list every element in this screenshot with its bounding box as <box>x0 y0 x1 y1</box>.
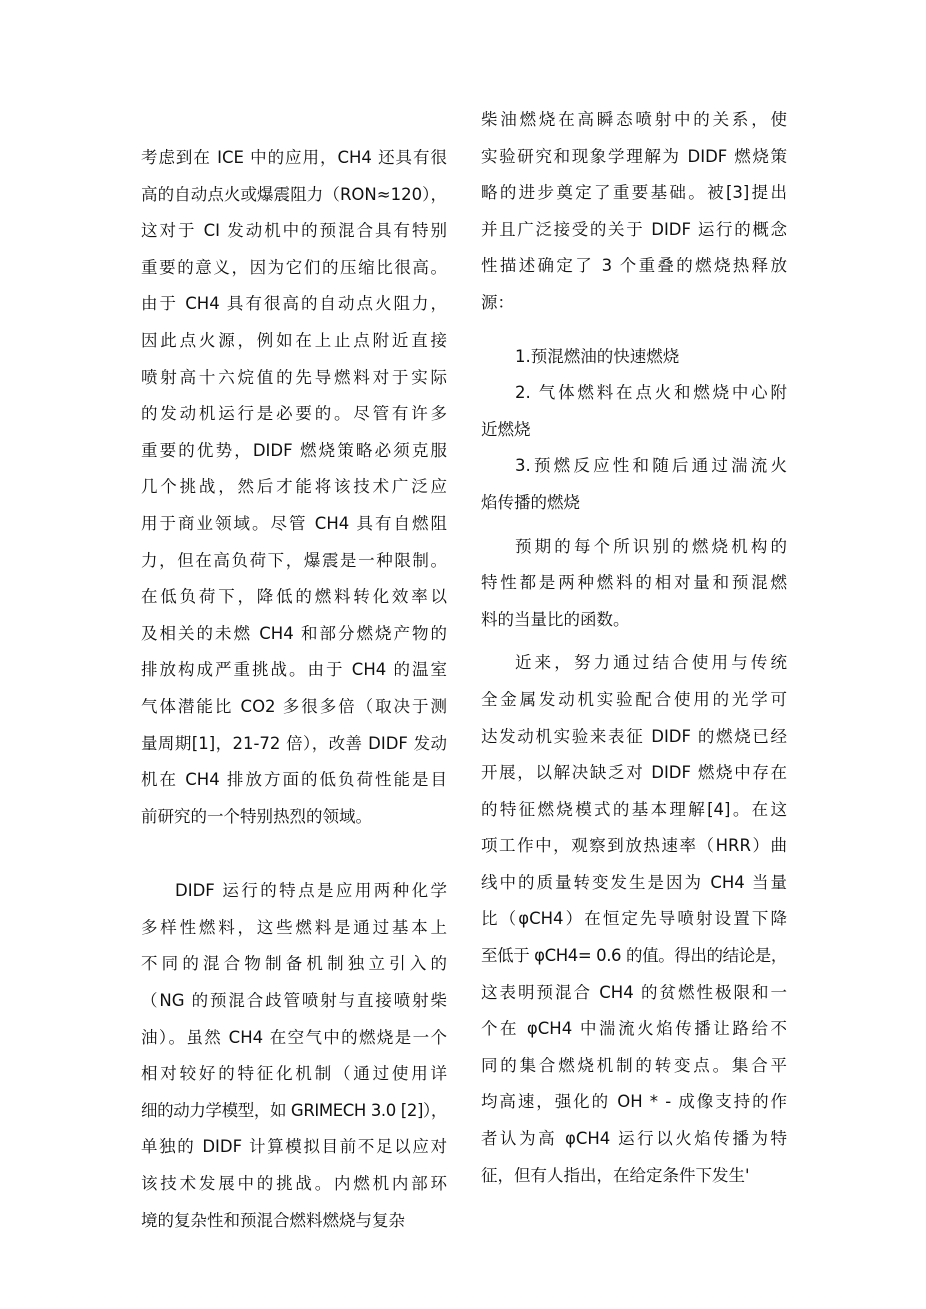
text-line: 2. 气体燃料在点火和燃烧中心附 <box>515 383 787 403</box>
text-line: （NG 的预混合歧管喷射与直接喷射柴 <box>141 991 447 1011</box>
text-line: 至低于 φCH4= 0.6 的值。得出的结论是， <box>481 946 787 966</box>
text-line: 并且广泛接受的关于 DIDF 运行的概念 <box>481 219 787 239</box>
text-line: 这对于 CI 发动机中的预混合具有特别 <box>141 221 447 241</box>
text-line: 量周期[1]，21-72 倍），改善 DIDF 发动 <box>141 733 447 753</box>
list-item <box>481 375 787 448</box>
text-line: 项工作中，观察到放热速率（HRR）曲 <box>481 836 787 856</box>
paragraph <box>141 873 447 1239</box>
text-line: 用于商业领域。尽管 CH4 具有自燃阻 <box>141 513 447 533</box>
text-line: 由于 CH4 具有很高的自动点火阻力， <box>141 294 447 314</box>
text-line: 源： <box>481 292 514 312</box>
text-line: 3.预燃反应性和随后通过湍流火 <box>515 456 787 476</box>
text-line: 机在 CH4 排放方面的低负荷性能是目 <box>141 770 447 790</box>
text-line: 重要的意义，因为它们的压缩比很高。 <box>141 257 447 277</box>
text-line: 排放构成严重挑战。由于 CH4 的温室 <box>141 660 447 680</box>
text-line: 境的复杂性和预混合燃料燃烧与复杂 <box>141 1210 405 1230</box>
paragraph <box>481 645 787 1194</box>
text-line: 油）。虽然 CH4 在空气中的燃烧是一个 <box>141 1027 447 1047</box>
text-line: 细的动力学模型，如 GRIMECH 3.0 [2]）， <box>141 1100 447 1120</box>
text-line: 考虑到在 ICE 中的应用，CH4 还具有很 <box>141 148 447 167</box>
left-column <box>141 140 447 1239</box>
text-line: 特性都是两种燃料的相对量和预混燃 <box>481 573 787 593</box>
text-line: 个在 φCH4 中湍流火焰传播让路给不 <box>481 1019 787 1039</box>
text-line: 线中的质量转变发生是因为 CH4 当量 <box>481 872 787 892</box>
text-line: 的特征燃烧模式的基本理解[4]。在这 <box>481 799 787 819</box>
text-line: 近燃烧 <box>481 419 531 439</box>
text-line: 因此点火源，例如在上止点附近直接 <box>141 330 447 350</box>
text-line: 这表明预混合 CH4 的贫燃性极限和一 <box>481 982 787 1002</box>
text-line: 比（φCH4）在恒定先导喷射设置下降 <box>481 909 787 929</box>
text-line: 该技术发展中的挑战。内燃机内部环 <box>141 1174 447 1194</box>
text-line: 几个挑战，然后才能将该技术广泛应 <box>141 477 447 497</box>
text-line: 全金属发动机实验配合使用的光学可 <box>481 689 787 709</box>
text-line: 略的进步奠定了重要基础。被[3]提出 <box>481 183 787 203</box>
text-line: 焰传播的燃烧 <box>481 492 580 512</box>
text-line: 开展，以解决缺乏对 DIDF 燃烧中存在 <box>481 763 787 783</box>
text-line: 预期的每个所识别的燃烧机构的 <box>515 536 787 556</box>
text-line: 相对较好的特征化机制（通过使用详 <box>141 1064 447 1084</box>
text-line: 达发动机实验来表征 DIDF 的燃烧已经 <box>481 726 787 746</box>
text-line: 同的集合燃烧机制的转变点。集合平 <box>481 1055 787 1075</box>
text-line: DIDF 运行的特点是应用两种化学 <box>175 881 447 901</box>
text-line: 高的自动点火或爆震阻力（RON≈120）， <box>141 184 447 204</box>
text-line: 近来，努力通过结合使用与传统 <box>515 653 787 673</box>
paragraph <box>481 102 787 322</box>
text-line: 实验研究和现象学理解为 DIDF 燃烧策 <box>481 146 787 166</box>
list-item <box>481 448 787 521</box>
text-line: 性描述确定了 3 个重叠的燃烧热释放 <box>481 256 787 276</box>
text-line: 料的当量比的函数。 <box>481 609 630 629</box>
text-line: 在低负荷下，降低的燃料转化效率以 <box>141 587 447 607</box>
text-line: 不同的混合物制备机制独立引入的 <box>141 954 447 974</box>
text-line: 均高速，强化的 OH * - 成像支持的作 <box>481 1092 787 1112</box>
text-line: 柴油燃烧在高瞬态喷射中的关系，使 <box>481 110 787 129</box>
text-line: 力，但在高负荷下，爆震是一种限制。 <box>141 550 447 570</box>
paragraph <box>481 529 787 639</box>
text-line: 喷射高十六烷值的先导燃料对于实际 <box>141 367 447 387</box>
text-line: 前研究的一个特别热烈的领域。 <box>141 806 372 826</box>
text-line: 重要的优势，DIDF 燃烧策略必须克服 <box>141 440 447 460</box>
text-line: 及相关的未燃 CH4 和部分燃烧产物的 <box>141 623 447 643</box>
right-column <box>481 102 787 1194</box>
text-line: 1.预混燃油的快速燃烧 <box>515 346 680 366</box>
text-line: 征，但有人指出，在给定条件下发生' <box>481 1165 750 1185</box>
text-line: 的发动机运行是必要的。尽管有许多 <box>141 404 447 424</box>
paragraph <box>141 140 447 835</box>
list-item <box>481 339 787 376</box>
text-line: 者认为高 φCH4 运行以火焰传播为特 <box>481 1129 787 1149</box>
text-line: 多样性燃料，这些燃料是通过基本上 <box>141 917 447 937</box>
text-line: 气体潜能比 CO2 多很多倍（取决于测 <box>141 696 447 716</box>
text-line: 单独的 DIDF 计算模拟目前不足以应对 <box>141 1137 447 1157</box>
